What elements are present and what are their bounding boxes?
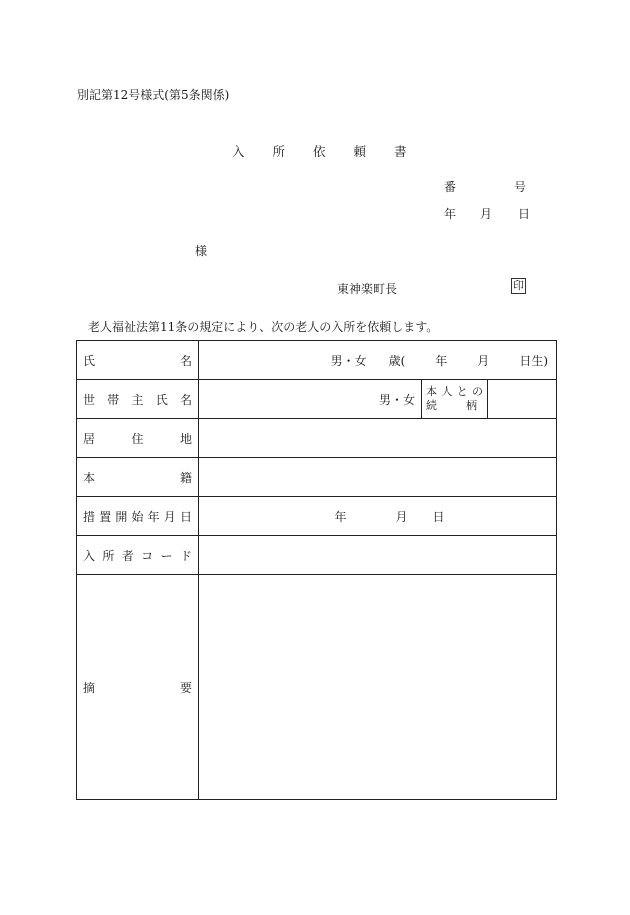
name-birth-year: 年 [435, 353, 448, 368]
residence-field[interactable] [199, 419, 557, 458]
label-residence [77, 419, 199, 458]
row-summary [77, 575, 557, 800]
label-char: 入 [83, 548, 96, 563]
label-char: 人 [441, 385, 453, 398]
label-char: 地 [179, 431, 192, 446]
relationship-field[interactable] [488, 380, 557, 419]
name-gender-choice[interactable]: 男・女 [330, 353, 367, 368]
row-domicile [77, 458, 557, 497]
label-admission-code [77, 536, 199, 575]
label-char: 柄 [466, 399, 477, 412]
label-start-date [77, 497, 199, 536]
admission-request-table [76, 340, 557, 800]
label-char: 置 [99, 509, 112, 524]
intro-text: 老人福祉法第11条の規定により、次の老人の入所を依頼します。 [88, 320, 439, 334]
label-char: 者 [121, 548, 134, 563]
label-char: 主 [131, 392, 144, 407]
label-char: 続 [426, 399, 437, 412]
label-char: 措 [83, 509, 96, 524]
label-relationship [422, 380, 488, 419]
seal-mark: 印 [513, 279, 524, 292]
label-char: 始 [131, 509, 144, 524]
addressee-suffix: 様 [195, 244, 208, 258]
label-char: 氏 [83, 353, 96, 368]
label-char: 籍 [179, 470, 192, 485]
name-field[interactable] [199, 341, 557, 380]
start-date-day: 日 [432, 509, 445, 524]
summary-field[interactable] [199, 575, 557, 800]
label-char: 要 [179, 680, 192, 695]
start-date-month: 月 [395, 509, 408, 524]
label-char: 世 [83, 392, 96, 407]
label-char: 帯 [107, 392, 120, 407]
label-domicile [77, 458, 199, 497]
label-char: 開 [115, 509, 128, 524]
form-number: 別記第12号様式(第5条関係) [77, 88, 230, 102]
label-char: 居 [83, 431, 96, 446]
row-admission-code [77, 536, 557, 575]
admission-code-field[interactable] [199, 536, 557, 575]
start-date-year: 年 [334, 509, 347, 524]
label-char: コ [141, 548, 154, 563]
start-date-field[interactable] [199, 497, 557, 536]
label-summary [77, 575, 199, 800]
issue-date-month: 月 [480, 207, 493, 221]
name-birth-day: 日生) [519, 353, 548, 368]
label-char: と [456, 385, 468, 398]
document-number-label: 番 [444, 180, 457, 194]
row-name [77, 341, 557, 380]
label-char: 年 [147, 509, 160, 524]
label-char: 本 [83, 470, 96, 485]
row-residence [77, 419, 557, 458]
label-char: 所 [102, 548, 115, 563]
label-char: 名 [179, 392, 192, 407]
row-start-date [77, 497, 557, 536]
label-char: ド [179, 548, 192, 563]
label-char: 摘 [83, 680, 96, 695]
label-char: 氏 [155, 392, 168, 407]
label-household-head [77, 380, 199, 419]
name-birth-month: 月 [477, 353, 490, 368]
label-char: 住 [131, 431, 144, 446]
label-char: の [471, 385, 483, 398]
row-household-head [77, 380, 557, 419]
household-head-gender-choice[interactable]: 男・女 [378, 392, 415, 407]
label-char: 月 [163, 509, 176, 524]
label-char: ー [160, 548, 173, 563]
issue-date-year: 年 [444, 207, 457, 221]
domicile-field[interactable] [199, 458, 557, 497]
issue-date-day: 日 [518, 207, 531, 221]
label-name [77, 341, 199, 380]
label-char: 名 [179, 353, 192, 368]
document-title: 入所依頼書 [232, 144, 435, 159]
household-head-name-field[interactable] [199, 380, 422, 419]
document-number-suffix: 号 [514, 180, 527, 194]
label-char: 日 [179, 509, 192, 524]
name-age-label: 歳( [388, 353, 406, 368]
sender-name: 東神楽町長 [337, 282, 398, 296]
issue-date [444, 205, 530, 222]
label-char: 本 [426, 385, 437, 398]
